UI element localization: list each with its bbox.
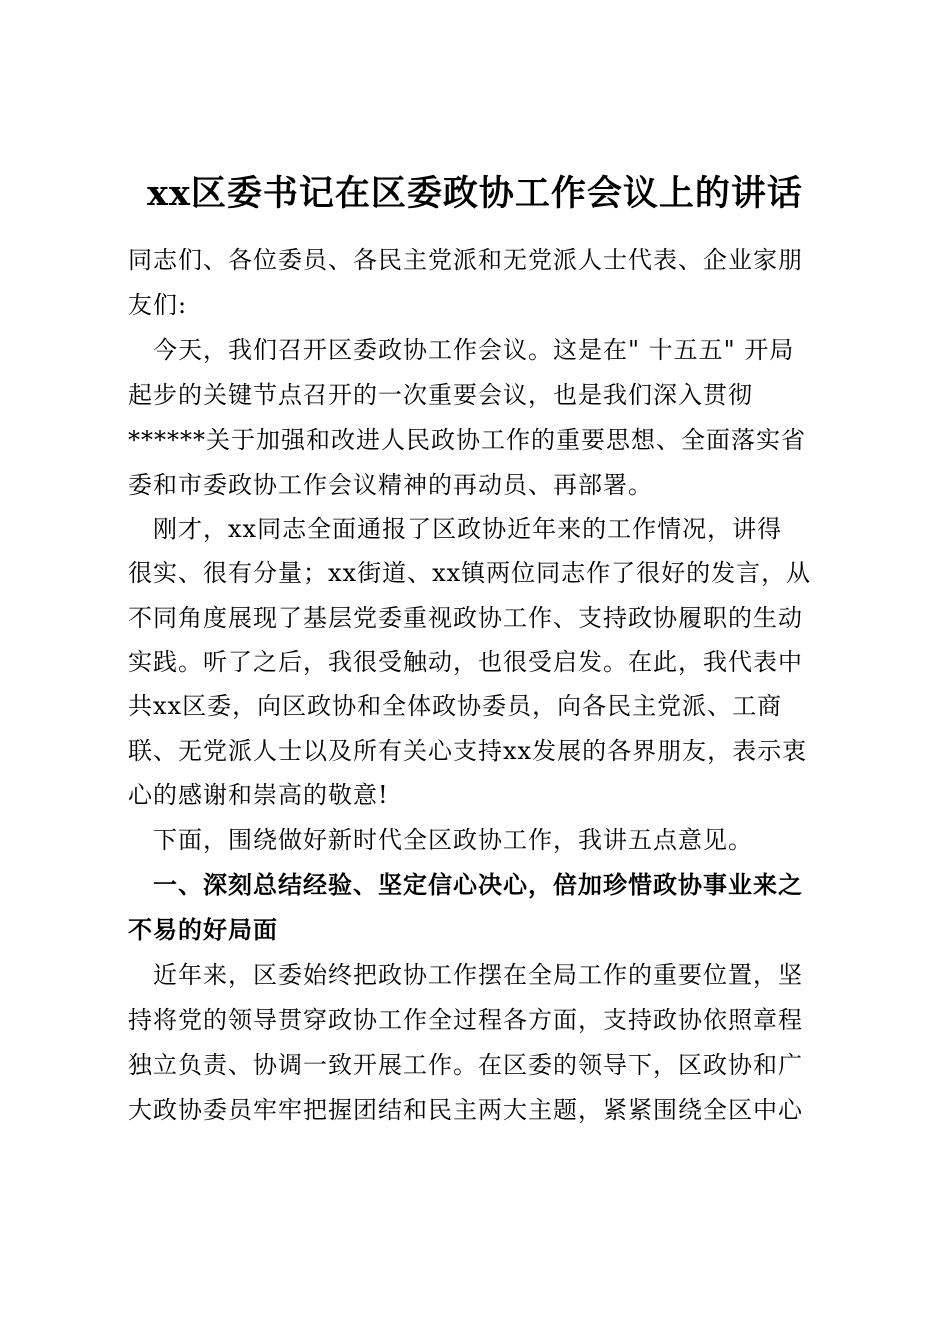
paragraph-line-section1-1: 近年来，区委始终把政协工作摆在全局工作的重要位置，坚 — [128, 961, 803, 989]
paragraph-line-outline: 下面，围绕做好新时代全区政协工作，我讲五点意见。 — [128, 826, 753, 854]
paragraph-line-section1-4: 大政协委员牢牢把握团结和民主两大主题，紧紧围绕全区中心 — [128, 1096, 803, 1124]
section-heading-1-line-2: 不易的好局面 — [128, 915, 278, 944]
paragraph-line-intro-4: 委和市委政协工作会议精神的再动员、再部署。 — [128, 471, 653, 499]
paragraph-line-thanks-3: 不同角度展现了基层党委重视政协工作、支持政协履职的生动 — [128, 604, 803, 632]
paragraph-line-intro-2: 起步的关键节点召开的一次重要会议，也是我们深入贯彻 — [128, 381, 753, 409]
paragraph-line-section1-3: 独立负责、协调一致开展工作。在区委的领导下，区政协和广 — [128, 1051, 803, 1079]
paragraph-line-salutation-2: 友们: — [128, 291, 188, 319]
paragraph-line-section1-2: 持将党的领导贯穿政协工作全过程各方面，支持政协依照章程 — [128, 1006, 803, 1034]
paragraph-line-thanks-2: 很实、很有分量；xx街道、xx镇两位同志作了很好的发言，从 — [128, 559, 812, 587]
paragraph-line-intro-1: 今天，我们召开区委政协工作会议。这是在" 十五五" 开局 — [128, 336, 795, 364]
paragraph-line-thanks-5: 共xx区委，向区政协和全体政协委员，向各民主党派、工商 — [128, 692, 783, 720]
paragraph-line-thanks-4: 实践。听了之后，我很受触动，也很受启发。在此，我代表中 — [128, 648, 803, 676]
paragraph-line-thanks-1: 刚才，xx同志全面通报了区政协近年来的工作情况，讲得 — [128, 515, 783, 543]
section-heading-1-line-1: 一、深刻总结经验、坚定信心决心，倍加珍惜政协事业来之 — [128, 870, 803, 899]
paragraph-line-salutation-1: 同志们、各位委员、各民主党派和无党派人士代表、企业家朋 — [128, 246, 803, 274]
document-title: xx区委书记在区委政协工作会议上的讲话 — [147, 173, 803, 214]
paragraph-line-thanks-6: 联、无党派人士以及所有关心支持xx发展的各界朋友，表示衷 — [128, 737, 808, 765]
paragraph-line-thanks-7: 心的感谢和崇高的敬意! — [128, 781, 389, 809]
paragraph-line-intro-3: ******关于加强和改进人民政协工作的重要思想、全面落实省 — [128, 426, 806, 454]
